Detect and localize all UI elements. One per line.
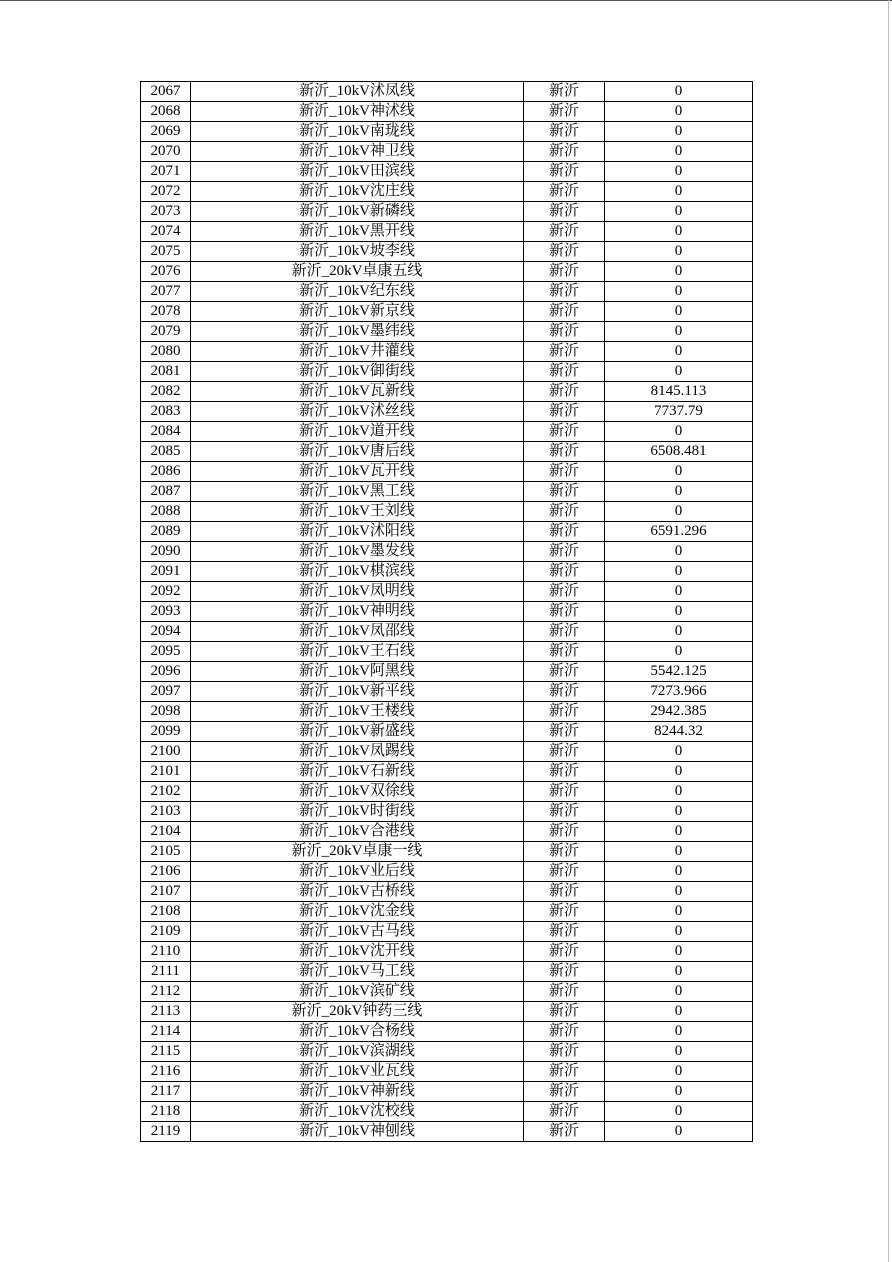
value-cell: 0 <box>605 622 753 642</box>
region-cell: 新沂 <box>524 422 605 442</box>
value-cell: 0 <box>605 502 753 522</box>
table-row <box>141 382 753 402</box>
row-id-cell: 2116 <box>141 1062 191 1082</box>
line-name-cell: 新沂_10kV沈校线 <box>191 1102 524 1122</box>
value-cell: 0 <box>605 962 753 982</box>
table-row <box>141 302 753 322</box>
value-cell: 0 <box>605 122 753 142</box>
table-row <box>141 462 753 482</box>
line-name-cell: 新沂_10kV沭阳线 <box>191 522 524 542</box>
value-cell: 7273.966 <box>605 682 753 702</box>
line-name-cell: 新沂_10kV御街线 <box>191 362 524 382</box>
region-cell: 新沂 <box>524 202 605 222</box>
region-cell: 新沂 <box>524 1042 605 1062</box>
region-cell: 新沂 <box>524 1022 605 1042</box>
table-row <box>141 362 753 382</box>
value-cell: 0 <box>605 482 753 502</box>
region-cell: 新沂 <box>524 762 605 782</box>
value-cell: 0 <box>605 202 753 222</box>
row-id-cell: 2095 <box>141 642 191 662</box>
line-name-cell: 新沂_10kV道开线 <box>191 422 524 442</box>
region-cell: 新沂 <box>524 502 605 522</box>
line-name-cell: 新沂_10kV石新线 <box>191 762 524 782</box>
row-id-cell: 2089 <box>141 522 191 542</box>
value-cell: 0 <box>605 262 753 282</box>
value-cell: 0 <box>605 342 753 362</box>
feeder-data-table <box>140 81 753 1142</box>
region-cell: 新沂 <box>524 722 605 742</box>
row-id-cell: 2093 <box>141 602 191 622</box>
line-name-cell: 新沂_10kV业后线 <box>191 862 524 882</box>
region-cell: 新沂 <box>524 542 605 562</box>
line-name-cell: 新沂_10kV王刘线 <box>191 502 524 522</box>
table-row <box>141 342 753 362</box>
row-id-cell: 2078 <box>141 302 191 322</box>
line-name-cell: 新沂_10kV古马线 <box>191 922 524 942</box>
line-name-cell: 新沂_10kV双徐线 <box>191 782 524 802</box>
row-id-cell: 2099 <box>141 722 191 742</box>
region-cell: 新沂 <box>524 282 605 302</box>
row-id-cell: 2076 <box>141 262 191 282</box>
region-cell: 新沂 <box>524 102 605 122</box>
line-name-cell: 新沂_10kV神卫线 <box>191 142 524 162</box>
table-row <box>141 502 753 522</box>
table-row <box>141 542 753 562</box>
row-id-cell: 2084 <box>141 422 191 442</box>
region-cell: 新沂 <box>524 742 605 762</box>
region-cell: 新沂 <box>524 382 605 402</box>
value-cell: 0 <box>605 922 753 942</box>
row-id-cell: 2108 <box>141 902 191 922</box>
line-name-cell: 新沂_10kV时街线 <box>191 802 524 822</box>
row-id-cell: 2100 <box>141 742 191 762</box>
value-cell: 7737.79 <box>605 402 753 422</box>
line-name-cell: 新沂_10kV凤邵线 <box>191 622 524 642</box>
line-name-cell: 新沂_10kV滨湖线 <box>191 1042 524 1062</box>
region-cell: 新沂 <box>524 182 605 202</box>
value-cell: 0 <box>605 222 753 242</box>
row-id-cell: 2103 <box>141 802 191 822</box>
table-row <box>141 182 753 202</box>
value-cell: 8145.113 <box>605 382 753 402</box>
table-row <box>141 582 753 602</box>
value-cell: 0 <box>605 82 753 102</box>
table-row <box>141 942 753 962</box>
value-cell: 0 <box>605 882 753 902</box>
table-row <box>141 842 753 862</box>
region-cell: 新沂 <box>524 982 605 1002</box>
value-cell: 0 <box>605 642 753 662</box>
table-row <box>141 562 753 582</box>
value-cell: 2942.385 <box>605 702 753 722</box>
value-cell: 0 <box>605 1002 753 1022</box>
region-cell: 新沂 <box>524 442 605 462</box>
table-row <box>141 862 753 882</box>
row-id-cell: 2101 <box>141 762 191 782</box>
row-id-cell: 2118 <box>141 1102 191 1122</box>
row-id-cell: 2074 <box>141 222 191 242</box>
line-name-cell: 新沂_10kV瓦开线 <box>191 462 524 482</box>
row-id-cell: 2077 <box>141 282 191 302</box>
row-id-cell: 2112 <box>141 982 191 1002</box>
line-name-cell: 新沂_10kV合杨线 <box>191 1022 524 1042</box>
region-cell: 新沂 <box>524 302 605 322</box>
line-name-cell: 新沂_10kV墨纬线 <box>191 322 524 342</box>
region-cell: 新沂 <box>524 142 605 162</box>
region-cell: 新沂 <box>524 162 605 182</box>
line-name-cell: 新沂_10kV瓦新线 <box>191 382 524 402</box>
row-id-cell: 2113 <box>141 1002 191 1022</box>
line-name-cell: 新沂_10kV新盛线 <box>191 722 524 742</box>
table-row <box>141 242 753 262</box>
line-name-cell: 新沂_10kV沈庄线 <box>191 182 524 202</box>
region-cell: 新沂 <box>524 642 605 662</box>
line-name-cell: 新沂_10kV纪东线 <box>191 282 524 302</box>
table-row <box>141 962 753 982</box>
table-row <box>141 102 753 122</box>
table-row <box>141 1122 753 1142</box>
value-cell: 0 <box>605 162 753 182</box>
region-cell: 新沂 <box>524 862 605 882</box>
value-cell: 5542.125 <box>605 662 753 682</box>
line-name-cell: 新沂_10kV黑开线 <box>191 222 524 242</box>
value-cell: 0 <box>605 102 753 122</box>
line-name-cell: 新沂_10kV唐后线 <box>191 442 524 462</box>
value-cell: 0 <box>605 1082 753 1102</box>
region-cell: 新沂 <box>524 842 605 862</box>
line-name-cell: 新沂_10kV坡李线 <box>191 242 524 262</box>
line-name-cell: 新沂_20kV卓康一线 <box>191 842 524 862</box>
table-row <box>141 422 753 442</box>
table-row <box>141 482 753 502</box>
line-name-cell: 新沂_10kV田滨线 <box>191 162 524 182</box>
region-cell: 新沂 <box>524 342 605 362</box>
value-cell: 0 <box>605 242 753 262</box>
region-cell: 新沂 <box>524 1002 605 1022</box>
table-row <box>141 262 753 282</box>
region-cell: 新沂 <box>524 882 605 902</box>
row-id-cell: 2110 <box>141 942 191 962</box>
row-id-cell: 2082 <box>141 382 191 402</box>
region-cell: 新沂 <box>524 482 605 502</box>
line-name-cell: 新沂_10kV沈开线 <box>191 942 524 962</box>
line-name-cell: 新沂_10kV新平线 <box>191 682 524 702</box>
region-cell: 新沂 <box>524 822 605 842</box>
table-row <box>141 702 753 722</box>
table-row <box>141 802 753 822</box>
value-cell: 0 <box>605 302 753 322</box>
value-cell: 0 <box>605 1022 753 1042</box>
line-name-cell: 新沂_10kV南珑线 <box>191 122 524 142</box>
line-name-cell: 新沂_10kV凤踢线 <box>191 742 524 762</box>
row-id-cell: 2119 <box>141 1122 191 1142</box>
table-row <box>141 1062 753 1082</box>
value-cell: 0 <box>605 942 753 962</box>
table-row <box>141 1022 753 1042</box>
line-name-cell: 新沂_20kV卓康五线 <box>191 262 524 282</box>
row-id-cell: 2083 <box>141 402 191 422</box>
row-id-cell: 2105 <box>141 842 191 862</box>
row-id-cell: 2097 <box>141 682 191 702</box>
row-id-cell: 2094 <box>141 622 191 642</box>
line-name-cell: 新沂_10kV马工线 <box>191 962 524 982</box>
row-id-cell: 2070 <box>141 142 191 162</box>
region-cell: 新沂 <box>524 242 605 262</box>
line-name-cell: 新沂_10kV神刨线 <box>191 1122 524 1142</box>
value-cell: 0 <box>605 282 753 302</box>
line-name-cell: 新沂_10kV墨发线 <box>191 542 524 562</box>
value-cell: 0 <box>605 462 753 482</box>
table-row <box>141 1082 753 1102</box>
region-cell: 新沂 <box>524 522 605 542</box>
value-cell: 0 <box>605 902 753 922</box>
table-row <box>141 322 753 342</box>
table-row <box>141 822 753 842</box>
table-row <box>141 782 753 802</box>
region-cell: 新沂 <box>524 462 605 482</box>
region-cell: 新沂 <box>524 602 605 622</box>
row-id-cell: 2107 <box>141 882 191 902</box>
value-cell: 0 <box>605 322 753 342</box>
row-id-cell: 2111 <box>141 962 191 982</box>
value-cell: 0 <box>605 142 753 162</box>
row-id-cell: 2087 <box>141 482 191 502</box>
region-cell: 新沂 <box>524 402 605 422</box>
table-row <box>141 1002 753 1022</box>
line-name-cell: 新沂_10kV黑工线 <box>191 482 524 502</box>
region-cell: 新沂 <box>524 922 605 942</box>
region-cell: 新沂 <box>524 1102 605 1122</box>
line-name-cell: 新沂_10kV沭凤线 <box>191 82 524 102</box>
value-cell: 0 <box>605 1102 753 1122</box>
table-row <box>141 882 753 902</box>
table-row <box>141 722 753 742</box>
row-id-cell: 2092 <box>141 582 191 602</box>
line-name-cell: 新沂_10kV神新线 <box>191 1082 524 1102</box>
line-name-cell: 新沂_10kV棋滨线 <box>191 562 524 582</box>
line-name-cell: 新沂_20kV钟药三线 <box>191 1002 524 1022</box>
line-name-cell: 新沂_10kV新磷线 <box>191 202 524 222</box>
region-cell: 新沂 <box>524 562 605 582</box>
table-row <box>141 922 753 942</box>
value-cell: 8244.32 <box>605 722 753 742</box>
value-cell: 6591.296 <box>605 522 753 542</box>
row-id-cell: 2088 <box>141 502 191 522</box>
value-cell: 0 <box>605 822 753 842</box>
line-name-cell: 新沂_10kV沭丝线 <box>191 402 524 422</box>
region-cell: 新沂 <box>524 942 605 962</box>
row-id-cell: 2115 <box>141 1042 191 1062</box>
table-row <box>141 1042 753 1062</box>
table-row <box>141 742 753 762</box>
value-cell: 0 <box>605 422 753 442</box>
value-cell: 0 <box>605 1062 753 1082</box>
table-row <box>141 902 753 922</box>
value-cell: 0 <box>605 782 753 802</box>
table-row <box>141 122 753 142</box>
row-id-cell: 2091 <box>141 562 191 582</box>
row-id-cell: 2117 <box>141 1082 191 1102</box>
table-row <box>141 222 753 242</box>
value-cell: 6508.481 <box>605 442 753 462</box>
row-id-cell: 2098 <box>141 702 191 722</box>
table-row <box>141 662 753 682</box>
row-id-cell: 2067 <box>141 82 191 102</box>
line-name-cell: 新沂_10kV滨矿线 <box>191 982 524 1002</box>
line-name-cell: 新沂_10kV神明线 <box>191 602 524 622</box>
line-name-cell: 新沂_10kV合港线 <box>191 822 524 842</box>
line-name-cell: 新沂_10kV井灌线 <box>191 342 524 362</box>
value-cell: 0 <box>605 1122 753 1142</box>
row-id-cell: 2072 <box>141 182 191 202</box>
row-id-cell: 2080 <box>141 342 191 362</box>
region-cell: 新沂 <box>524 962 605 982</box>
row-id-cell: 2079 <box>141 322 191 342</box>
region-cell: 新沂 <box>524 702 605 722</box>
page-top-border <box>0 0 892 1</box>
value-cell: 0 <box>605 182 753 202</box>
region-cell: 新沂 <box>524 662 605 682</box>
region-cell: 新沂 <box>524 82 605 102</box>
line-name-cell: 新沂_10kV新京线 <box>191 302 524 322</box>
region-cell: 新沂 <box>524 782 605 802</box>
row-id-cell: 2085 <box>141 442 191 462</box>
value-cell: 0 <box>605 842 753 862</box>
value-cell: 0 <box>605 762 753 782</box>
value-cell: 0 <box>605 582 753 602</box>
region-cell: 新沂 <box>524 682 605 702</box>
region-cell: 新沂 <box>524 222 605 242</box>
table-row <box>141 682 753 702</box>
value-cell: 0 <box>605 362 753 382</box>
region-cell: 新沂 <box>524 902 605 922</box>
region-cell: 新沂 <box>524 1082 605 1102</box>
table-body <box>141 82 753 1142</box>
region-cell: 新沂 <box>524 362 605 382</box>
table-row <box>141 602 753 622</box>
row-id-cell: 2096 <box>141 662 191 682</box>
value-cell: 0 <box>605 982 753 1002</box>
region-cell: 新沂 <box>524 1062 605 1082</box>
table-row <box>141 1102 753 1122</box>
region-cell: 新沂 <box>524 262 605 282</box>
row-id-cell: 2068 <box>141 102 191 122</box>
line-name-cell: 新沂_10kV阿黑线 <box>191 662 524 682</box>
row-id-cell: 2106 <box>141 862 191 882</box>
line-name-cell: 新沂_10kV神沭线 <box>191 102 524 122</box>
table-row <box>141 642 753 662</box>
value-cell: 0 <box>605 602 753 622</box>
region-cell: 新沂 <box>524 622 605 642</box>
table-row <box>141 202 753 222</box>
line-name-cell: 新沂_10kV古桥线 <box>191 882 524 902</box>
row-id-cell: 2102 <box>141 782 191 802</box>
row-id-cell: 2114 <box>141 1022 191 1042</box>
table-row <box>141 402 753 422</box>
row-id-cell: 2104 <box>141 822 191 842</box>
table-row <box>141 442 753 462</box>
table-row <box>141 622 753 642</box>
table-row <box>141 142 753 162</box>
region-cell: 新沂 <box>524 802 605 822</box>
table-row <box>141 982 753 1002</box>
value-cell: 0 <box>605 862 753 882</box>
region-cell: 新沂 <box>524 582 605 602</box>
line-name-cell: 新沂_10kV凤明线 <box>191 582 524 602</box>
row-id-cell: 2069 <box>141 122 191 142</box>
region-cell: 新沂 <box>524 1122 605 1142</box>
table-row <box>141 82 753 102</box>
value-cell: 0 <box>605 1042 753 1062</box>
table-row <box>141 762 753 782</box>
table-row <box>141 162 753 182</box>
line-name-cell: 新沂_10kV业瓦线 <box>191 1062 524 1082</box>
row-id-cell: 2071 <box>141 162 191 182</box>
row-id-cell: 2081 <box>141 362 191 382</box>
value-cell: 0 <box>605 542 753 562</box>
line-name-cell: 新沂_10kV王石线 <box>191 642 524 662</box>
value-cell: 0 <box>605 562 753 582</box>
line-name-cell: 新沂_10kV沈金线 <box>191 902 524 922</box>
region-cell: 新沂 <box>524 122 605 142</box>
table-row <box>141 282 753 302</box>
row-id-cell: 2073 <box>141 202 191 222</box>
row-id-cell: 2075 <box>141 242 191 262</box>
row-id-cell: 2109 <box>141 922 191 942</box>
region-cell: 新沂 <box>524 322 605 342</box>
row-id-cell: 2086 <box>141 462 191 482</box>
value-cell: 0 <box>605 802 753 822</box>
line-name-cell: 新沂_10kV王楼线 <box>191 702 524 722</box>
value-cell: 0 <box>605 742 753 762</box>
row-id-cell: 2090 <box>141 542 191 562</box>
table-row <box>141 522 753 542</box>
page-right-border <box>888 0 889 1262</box>
